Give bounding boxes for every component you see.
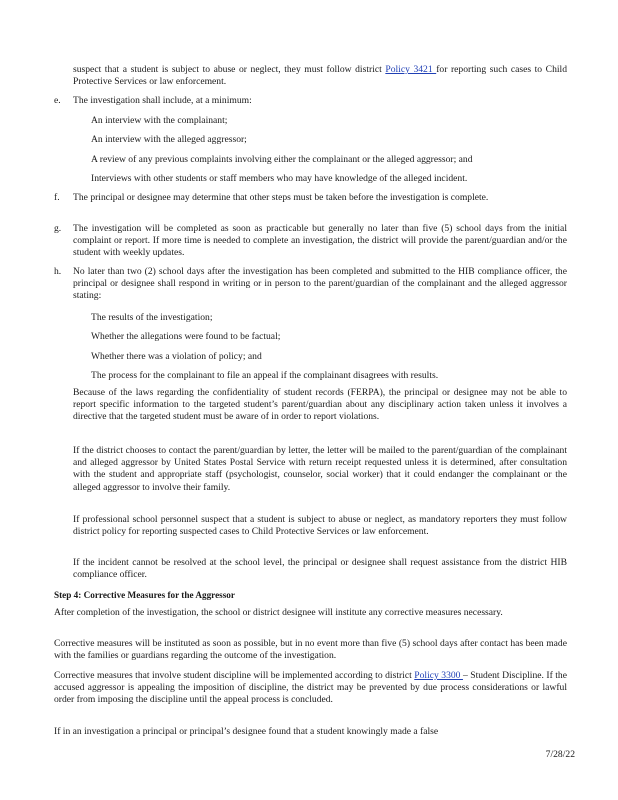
policy-3300-link[interactable]: Policy 3300	[414, 670, 463, 681]
item-f-text: The principal or designee may determine that other steps must be taken before the investigation is complete.	[73, 192, 489, 203]
item-e-text: The investigation shall include, at a minimum:	[73, 95, 252, 106]
item-h-text: No later than two (2) school days after the investigation has been completed and submitted to the HIB compliance officer, the principal or designee shall respond in writing or in person to the parent/guardian of the complainant and the alleged aggressor stating:	[73, 266, 567, 302]
item-h-letter: h.	[54, 266, 62, 277]
step-4-paragraph-3: Corrective measures that involve student discipline will be implemented according to district Policy 3300 – Student Discipline. If the accused aggressor is appealing the imposition of discipline, the district may be prevented by due process considerations or lawful order from imposing the discipline until the appeal process is concluded.	[54, 670, 567, 706]
item-g-text: The investigation will be completed as soon as practicable but generally no later than five (5) school days from the initial complaint or report. If more time is needed to complete an investigation, the district will provide the parent/guardian and/or the student with weekly updates.	[73, 223, 567, 259]
list-item: Interviews with other students or staff members who may have knowledge of the alleged incident.	[73, 173, 567, 185]
step-4-paragraph-1: After completion of the investigation, the school or district designee will institute any corrective measures necessary.	[54, 607, 503, 618]
list-item: An interview with the complainant;	[73, 115, 567, 127]
mandatory-reporters-paragraph: If professional school personnel suspect that a student is subject to abuse or neglect, as mandatory reporters they must follow district policy for reporting suspected cases to Child Protective Services or law enforcement.	[73, 514, 567, 538]
bullet-icon	[73, 173, 91, 185]
bullet-icon	[73, 115, 91, 127]
bullet-icon	[73, 370, 91, 382]
bullet-icon	[73, 134, 91, 146]
bullet-icon	[73, 331, 91, 343]
list-item: An interview with the alleged aggressor;	[73, 134, 567, 146]
step-4-heading: Step 4: Corrective Measures for the Aggressor	[54, 590, 235, 600]
unresolved-paragraph: If the incident cannot be resolved at the school level, the principal or designee shall request assistance from the district HIB compliance officer.	[73, 557, 567, 581]
list-item: Whether there was a violation of policy; and	[73, 351, 567, 363]
list-item: The process for the complainant to file an appeal if the complainant disagrees with results.	[73, 370, 567, 382]
continued-paragraph: suspect that a student is subject to abuse or neglect, they must follow district Policy 3421 for reporting such cases to Child Protective Services or law enforcement.	[73, 64, 567, 88]
item-e-letter: e.	[54, 95, 61, 106]
list-item: The results of the investigation;	[73, 312, 567, 324]
item-g-letter: g.	[54, 223, 62, 234]
list-item: A review of any previous complaints involving either the complainant or the alleged aggressor; and	[73, 154, 567, 166]
policy-3421-link[interactable]: Policy 3421	[385, 64, 437, 75]
bullet-icon	[73, 312, 91, 324]
list-item: Whether the allegations were found to be factual;	[73, 331, 567, 343]
footer-date: 7/28/22	[545, 749, 575, 760]
step-4-paragraph-4: If in an investigation a principal or principal’s designee found that a student knowingly made a false	[54, 726, 439, 737]
letter-paragraph: If the district chooses to contact the parent/guardian by letter, the letter will be mailed to the parent/guardian of the complainant and alleged aggressor by United States Postal Service with return receipt requested unless it is determined, after consultation with the student and appropriate staff (psychologist, counselor, social worker) that it could endanger the complainant or the alleged aggressor to involve their family.	[73, 445, 567, 493]
ferpa-paragraph: Because of the laws regarding the confidentiality of student records (FERPA), the principal or designee may not be able to report specific information to the targeted student’s parent/guardian about any disciplinary action taken unless it involves a directive that the targeted student must be aware of in order to report violations.	[73, 387, 567, 423]
step-4-paragraph-2: Corrective measures will be instituted as soon as possible, but in no event more than five (5) school days after contact has been made with the families or guardians regarding the outcome of the investigation.	[54, 638, 567, 662]
item-f-letter: f.	[54, 192, 60, 203]
bullet-icon	[73, 351, 91, 363]
bullet-icon	[73, 154, 91, 166]
